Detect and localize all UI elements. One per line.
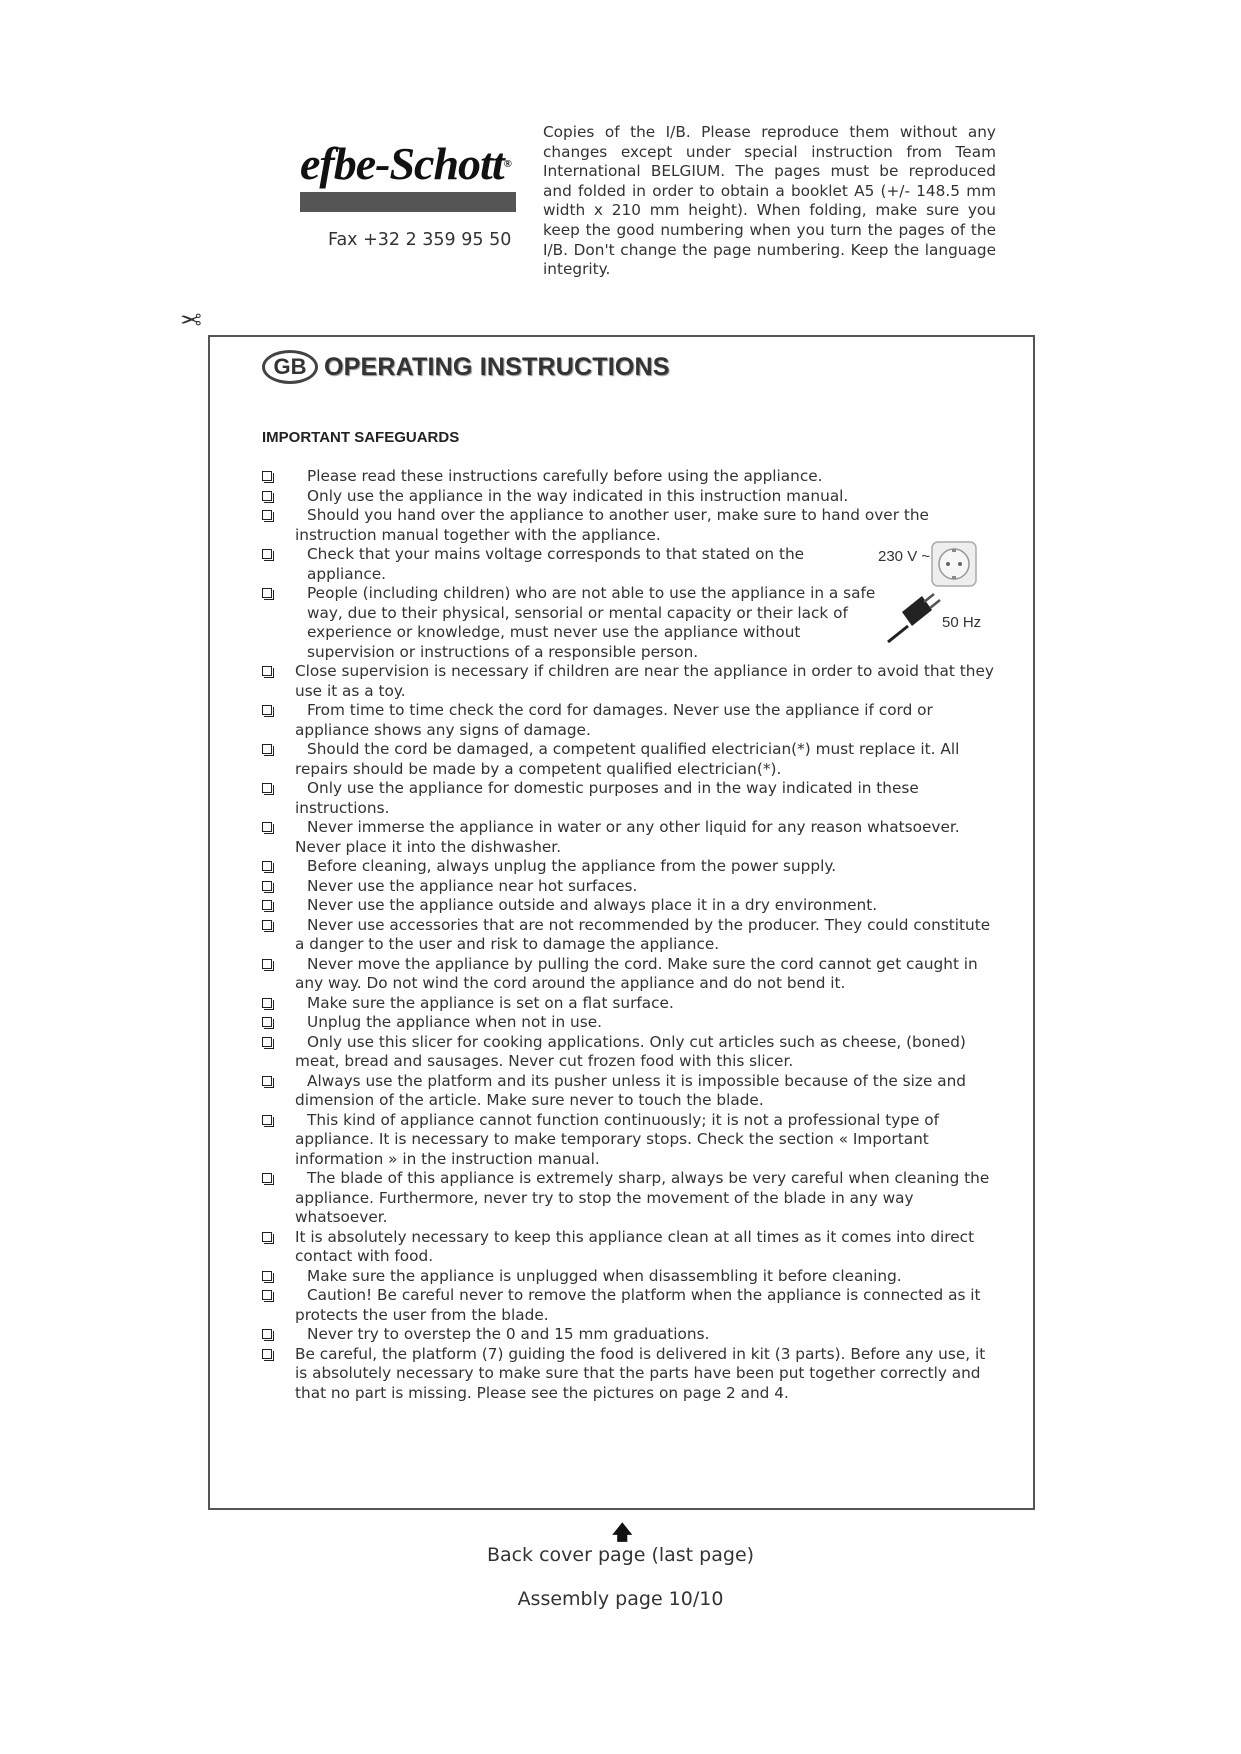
reproduction-notice: Copies of the I/B. Please reproduce them without any changes except under special instruction from Team International BELGIUM. The pages must be reproduced and folded in order to obtain a booklet A5 (+/- 148.5 mm width x 210 mm height). When folding, make sure you keep the good numbering when you turn the pages of the I/B. Don't change the page numbering. Keep the language integrity. — [543, 123, 996, 279]
checkbox-bullet-icon — [262, 1173, 272, 1183]
list-item: Be careful, the platform (7) guiding the food is delivered in kit (3 parts). Before any use, it is absolutely necessary to make sure that the parts have been put together correctly and that no part is missing. Please see the pictures on page 2 and 4. — [262, 1345, 1002, 1404]
checkbox-bullet-icon — [262, 1037, 272, 1047]
list-item: The blade of this appliance is extremely sharp, always be very careful when cleaning the appliance. Furthermore, never try to stop the movement of the blade in any way whatsoever. — [262, 1169, 1002, 1228]
list-item: Make sure the appliance is unplugged when disassembling it before cleaning. — [262, 1267, 1002, 1287]
section-title: IMPORTANT SAFEGUARDS — [262, 429, 460, 446]
list-item: Only use this slicer for cooking applications. Only cut articles such as cheese, (boned) meat, bread and sausages. Never cut frozen food with this slicer. — [262, 1033, 1002, 1072]
list-item: From time to time check the cord for damages. Never use the appliance if cord or appliance shows any signs of damage. — [262, 701, 1002, 740]
list-item: People (including children) who are not able to use the appliance in a safe way, due to their physical, sensorial or mental capacity or their lack of experience or knowledge, must never use the appliance without supervision or instructions of a responsible person. — [262, 584, 1002, 662]
checkbox-bullet-icon — [262, 822, 272, 832]
arrow-up-icon: 🡅 — [612, 1520, 633, 1544]
list-item: This kind of appliance cannot function continuously; it is not a professional type of appliance. It is necessary to make temporary stops. Check the section « Important information » in the instruction manual. — [262, 1111, 1002, 1170]
list-item: Caution! Be careful never to remove the platform when the appliance is connected as it protects the user from the blade. — [262, 1286, 1002, 1325]
list-item: Never try to overstep the 0 and 15 mm graduations. — [262, 1325, 1002, 1345]
checkbox-bullet-icon — [262, 705, 272, 715]
list-item: Should you hand over the appliance to another user, make sure to hand over the instruction manual together with the appliance. — [262, 506, 1002, 545]
list-item: Check that your mains voltage corresponds to that stated on the appliance. — [262, 545, 1002, 584]
frequency-label: 50 Hz — [942, 614, 982, 631]
checkbox-bullet-icon — [262, 998, 272, 1008]
checkbox-bullet-icon — [262, 1017, 272, 1027]
fax-number: Fax +32 2 359 95 50 — [328, 230, 512, 250]
checkbox-bullet-icon — [262, 1271, 272, 1281]
back-cover-label: Back cover page (last page) — [486, 1544, 755, 1566]
list-item: Never use the appliance outside and always place it in a dry environment. — [262, 896, 1002, 916]
voltage-label: 230 V ~ — [878, 548, 931, 565]
list-item: Should the cord be damaged, a competent qualified electrician(*) must replace it. All repairs should be made by a competent qualified electrician(*). — [262, 740, 1002, 779]
list-item: Never move the appliance by pulling the cord. Make sure the cord cannot get caught in any way. Do not wind the cord around the appliance and do not bend it. — [262, 955, 1002, 994]
scissors-icon: ✂ — [180, 306, 202, 336]
checkbox-bullet-icon — [262, 510, 272, 520]
checkbox-bullet-icon — [262, 1076, 272, 1086]
checkbox-bullet-icon — [262, 471, 272, 481]
page-header — [262, 350, 670, 384]
checkbox-bullet-icon — [262, 959, 272, 969]
country-badge: GB — [262, 350, 318, 384]
logo-bar — [300, 192, 516, 212]
list-item: Only use the appliance in the way indicated in this instruction manual. — [262, 487, 1002, 507]
list-item: Never use the appliance near hot surfaces. — [262, 877, 1002, 897]
list-item: Never immerse the appliance in water or any other liquid for any reason whatsoever. Never place it into the dishwasher. — [262, 818, 1002, 857]
checkbox-bullet-icon — [262, 881, 272, 891]
list-item: Make sure the appliance is set on a flat surface. — [262, 994, 1002, 1014]
checkbox-bullet-icon — [262, 549, 272, 559]
checkbox-bullet-icon — [262, 861, 272, 871]
checkbox-bullet-icon — [262, 1290, 272, 1300]
checkbox-bullet-icon — [262, 1115, 272, 1125]
assembly-page-label: Assembly page 10/10 — [517, 1588, 724, 1610]
brand-name: efbe-Schott — [300, 138, 504, 189]
list-item: It is absolutely necessary to keep this appliance clean at all times as it comes into direct contact with food. — [262, 1228, 1002, 1267]
checkbox-bullet-icon — [262, 783, 272, 793]
checkbox-bullet-icon — [262, 491, 272, 501]
checkbox-bullet-icon — [262, 666, 272, 676]
page-title: OPERATING INSTRUCTIONS — [324, 352, 670, 381]
list-item: Close supervision is necessary if children are near the appliance in order to avoid that they use it as a toy. — [262, 662, 1002, 701]
checkbox-bullet-icon — [262, 1329, 272, 1339]
list-item: Always use the platform and its pusher unless it is impossible because of the size and dimension of the article. Make sure never to touch the blade. — [262, 1072, 1002, 1111]
checkbox-bullet-icon — [262, 1349, 272, 1359]
list-item: Please read these instructions carefully before using the appliance. — [262, 467, 1002, 487]
registered-mark: ® — [503, 158, 511, 170]
list-item: Unplug the appliance when not in use. — [262, 1013, 1002, 1033]
brand-logo — [300, 138, 520, 212]
checkbox-bullet-icon — [262, 1232, 272, 1242]
checkbox-bullet-icon — [262, 900, 272, 910]
mains-plug-figure — [878, 540, 988, 644]
list-item: Before cleaning, always unplug the appliance from the power supply. — [262, 857, 1002, 877]
checkbox-bullet-icon — [262, 588, 272, 598]
checkbox-bullet-icon — [262, 920, 272, 930]
checkbox-bullet-icon — [262, 744, 272, 754]
list-item: Only use the appliance for domestic purposes and in the way indicated in these instructions. — [262, 779, 1002, 818]
list-item: Never use accessories that are not recommended by the producer. They could constitute a danger to the user and risk to damage the appliance. — [262, 916, 1002, 955]
